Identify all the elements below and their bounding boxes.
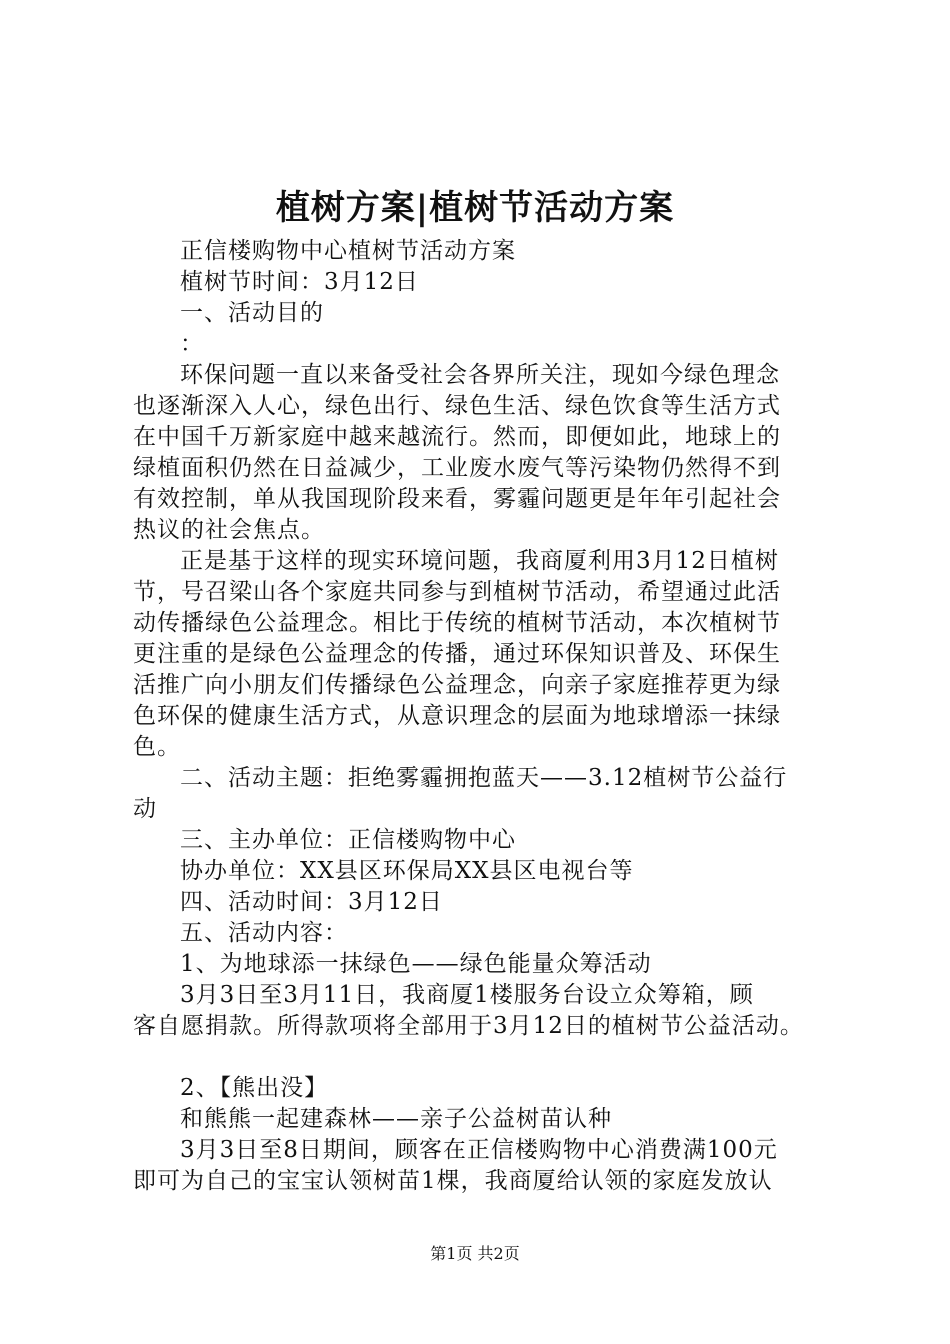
paragraph-line: 一、活动目的 xyxy=(180,300,324,326)
paragraph-line: 二、活动主题：拒绝雾霾拥抱蓝天——3.12植树节公益行 xyxy=(180,765,788,791)
paragraph-line: 动 xyxy=(133,796,157,822)
paragraph-line: 热议的社会焦点。 xyxy=(133,517,325,543)
paragraph-line: 正信楼购物中心植树节活动方案 xyxy=(180,238,516,264)
paragraph-line: 绿植面积仍然在日益减少，工业废水废气等污染物仍然得不到 xyxy=(133,455,781,481)
paragraph-line: 在中国千万新家庭中越来越流行。然而，即便如此，地球上的 xyxy=(133,424,781,450)
paragraph-line: 和熊熊一起建森林——亲子公益树苗认种 xyxy=(180,1106,612,1132)
paragraph-line: 有效控制，单从我国现阶段来看，雾霾问题更是年年引起社会 xyxy=(133,486,781,512)
paragraph-line: 协办单位：XX县区环保局XX县区电视台等 xyxy=(180,858,634,884)
paragraph-line: 色。 xyxy=(133,734,181,760)
paragraph-line: 3月3日至3月11日，我商厦1楼服务台设立众筹箱，顾 xyxy=(180,982,754,1008)
paragraph-line: 2、【熊出没】 xyxy=(180,1075,329,1101)
paragraph-line: 1、为地球添一抹绿色——绿色能量众筹活动 xyxy=(180,951,652,977)
paragraph-line: 三、主办单位：正信楼购物中心 xyxy=(180,827,516,853)
document-title: 植树方案|植树节活动方案 xyxy=(275,188,675,228)
paragraph-line: 客自愿捐款。所得款项将全部用于3月12日的植树节公益活动。 xyxy=(133,1013,804,1039)
paragraph-line: 植树节时间：3月12日 xyxy=(180,269,419,295)
paragraph-line: 更注重的是绿色公益理念的传播，通过环保知识普及、环保生 xyxy=(133,641,781,667)
paragraph-line: 节，号召梁山各个家庭共同参与到植树节活动，希望通过此活 xyxy=(133,579,781,605)
paragraph-line: 动传播绿色公益理念。相比于传统的植树节活动，本次植树节 xyxy=(133,610,781,636)
paragraph-gap xyxy=(133,1042,833,1073)
document-body xyxy=(133,236,833,1197)
paragraph-line: 四、活动时间：3月12日 xyxy=(180,889,443,915)
page-number-footer: 第1页 共2页 xyxy=(430,1244,520,1263)
paragraph-line: 即可为自己的宝宝认领树苗1棵，我商厦给认领的家庭发放认 xyxy=(133,1168,773,1194)
paragraph-line: 也逐渐深入人心，绿色出行、绿色生活、绿色饮食等生活方式 xyxy=(133,393,781,419)
paragraph-line: 环保问题一直以来备受社会各界所关注，现如今绿色理念 xyxy=(180,362,780,388)
paragraph-line: 五、活动内容： xyxy=(180,920,348,946)
paragraph-line: 色环保的健康生活方式，从意识理念的层面为地球增添一抹绿 xyxy=(133,703,781,729)
paragraph-line: 3月3日至8日期间，顾客在正信楼购物中心消费满100元 xyxy=(180,1137,778,1163)
paragraph-line: 活推广向小朋友们传播绿色公益理念，向亲子家庭推荐更为绿 xyxy=(133,672,781,698)
paragraph-line: ： xyxy=(180,331,204,357)
paragraph-line: 正是基于这样的现实环境问题，我商厦利用3月12日植树 xyxy=(180,548,779,574)
